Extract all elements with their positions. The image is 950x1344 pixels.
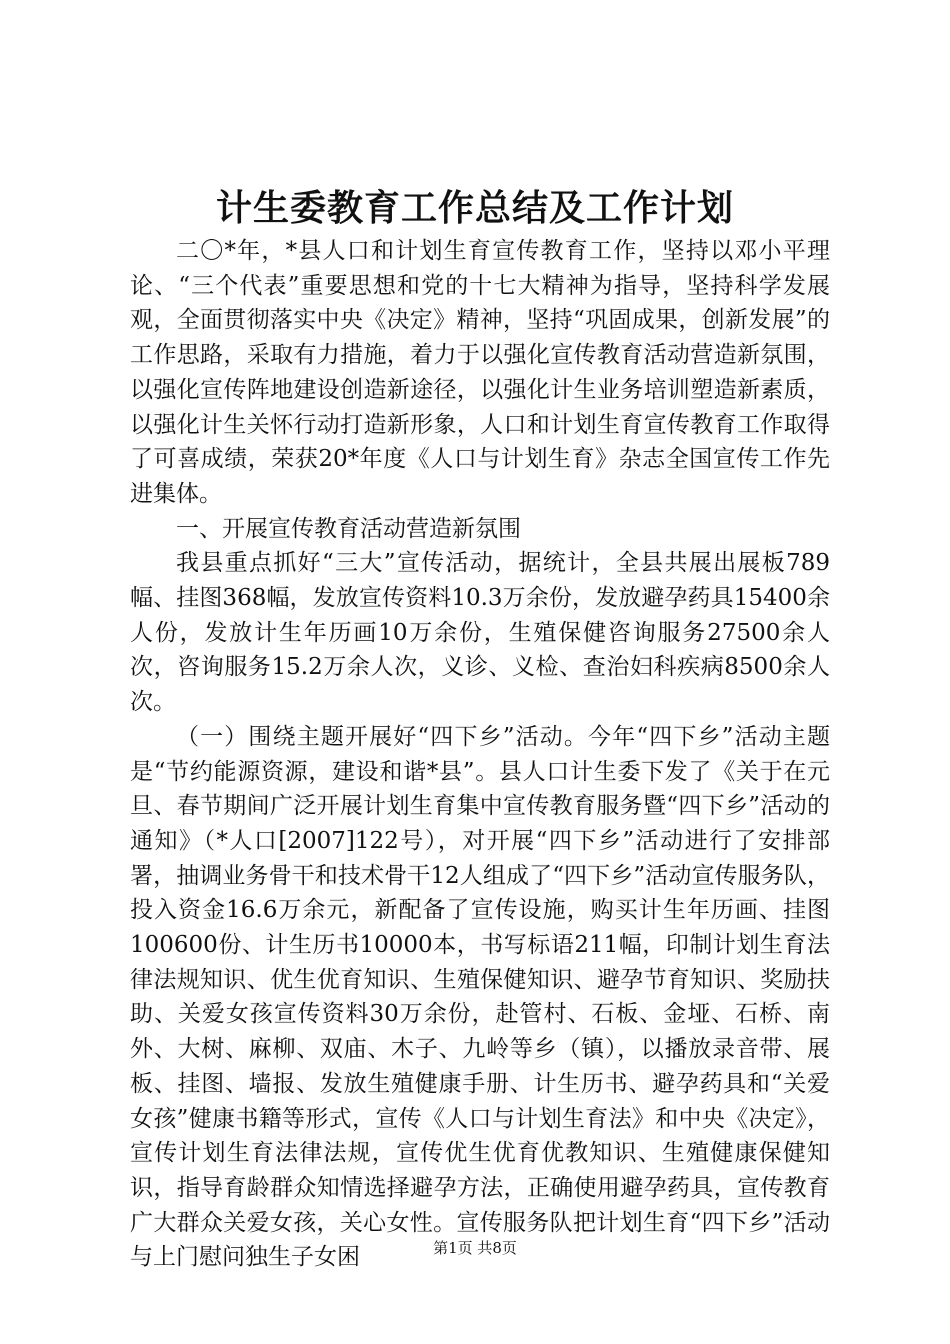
document-body — [130, 234, 830, 1275]
document-title: 计生委教育工作总结及工作计划 — [215, 187, 734, 229]
paragraph-statistics: 我县重点抓好“三大”宣传活动，据统计，全县共展出展板789幅、挂图368幅，发放宣传资料10.3万余份，发放避孕药具15400余人份，发放计生年历画10万余份，生殖保健咨询服务27500余人次，咨询服务15.2万余人次，义诊、义检、查治妇科疾病8500余人次。 — [130, 550, 830, 716]
section-heading-1: 一、开展宣传教育活动营造新氛围 — [176, 515, 521, 542]
page-footer: 第1页 共8页 — [433, 1239, 517, 1257]
paragraph-four-to-countryside: （一）围绕主题开展好“四下乡”活动。今年“四下乡”活动主题是“节约能源资源，建设和谐*县”。县人口计生委下发了《关于在元旦、春节期间广泛开展计划生育集中宣传教育服务暨“四下乡”活动的通知》（*人口[2007]122号），对开展“四下乡”活动进行了安排部署，抽调业务骨干和技术骨干12人组成了“四下乡”活动宣传服务队，投入资金16.6万余元，新配备了宣传设施，购买计生年历画、挂图100600份、计生历书10000本，书写标语211幅，印制计划生育法律法规知识、优生优育知识、生殖保健知识、避孕节育知识、奖励扶助、关爱女孩宣传资料30万余份，赴管村、石板、金垭、石桥、南外、大树、麻柳、双庙、木子、九岭等乡（镇），以播放录音带、展板、挂图、墙报、发放生殖健康手册、计生历书、避孕药具和“关爱女孩”健康书籍等形式，宣传《人口与计划生育法》和中央《决定》，宣传计划生育法律法规，宣传优生优育优教知识、生殖健康保健知识，指导育龄群众知情选择避孕方法，正确使用避孕药具，宣传教育广大群众关爱女孩，关心女性。宣传服务队把计划生育“四下乡”活动与上门慰问独生子女困 — [130, 723, 830, 1271]
paragraph-intro: 二〇*年，*县人口和计划生育宣传教育工作，坚持以邓小平理论、“三个代表”重要思想和党的十七大精神为指导，坚持科学发展观，全面贯彻落实中央《决定》精神，坚持“巩固成果，创新发展”的工作思路，采取有力措施，着力于以强化宣传教育活动营造新氛围，以强化宣传阵地建设创造新途径，以强化计生业务培训塑造新素质，以强化计生关怀行动打造新形象，人口和计划生育宣传教育工作取得了可喜成绩，荣获20*年度《人口与计划生育》杂志全国宣传工作先进集体。 — [130, 238, 830, 507]
